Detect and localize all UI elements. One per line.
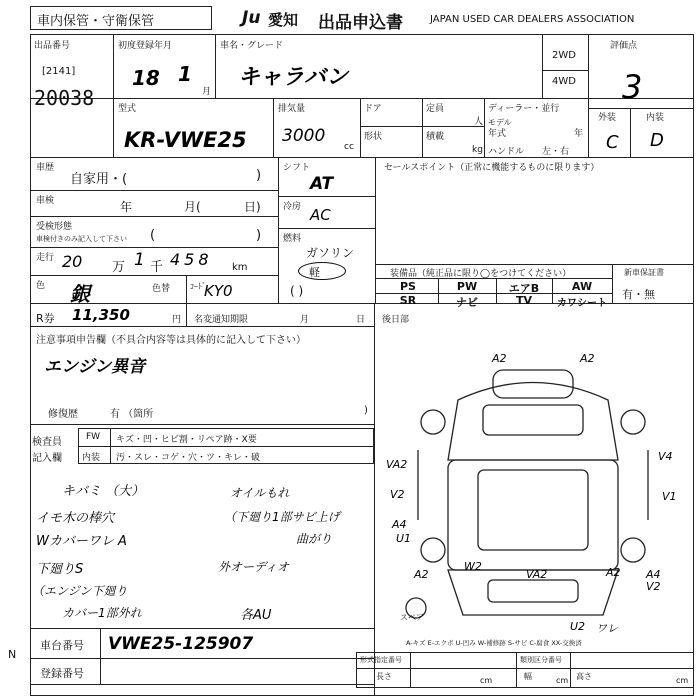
divider — [410, 652, 411, 688]
damage-mark: A4 — [646, 568, 661, 581]
lot-label: 出品番号 — [34, 41, 71, 51]
equip-pw: PW — [456, 280, 478, 293]
height-unit: cm — [676, 676, 689, 685]
notice-month: 月 — [300, 315, 310, 325]
chassis-value: VWE25-125907 — [108, 634, 254, 654]
damage-mark: A2 — [414, 568, 429, 581]
width-label: 幅 — [524, 672, 532, 681]
int-items: 汚・スレ・コゲ・穴・ツ・キレ・破 — [116, 453, 260, 463]
dealer-label: ディーラー・並行 — [488, 104, 560, 114]
interior-grade: D — [650, 130, 664, 151]
recycle-value: 11,350 — [72, 306, 130, 324]
divider — [588, 108, 694, 109]
doors-label: ドア — [364, 104, 382, 114]
divider — [30, 684, 374, 685]
inspector-note: （エンジン下廻り — [32, 584, 128, 598]
windshield — [483, 405, 583, 435]
fuel-circle — [298, 262, 346, 280]
divider — [630, 108, 631, 157]
shape-label: 形状 — [364, 132, 383, 142]
sales-point-label: セールスポイント（正常に機能するものに限ります） — [384, 163, 600, 173]
capacity-unit: 人 — [474, 117, 484, 127]
divider — [30, 275, 278, 276]
divider — [570, 652, 571, 688]
inspector-note: 各AU — [240, 608, 272, 623]
rear-label: 後日部 — [382, 315, 410, 325]
equip-sr: SR — [399, 294, 417, 307]
equip-tv: TV — [515, 294, 533, 307]
wheel-rr — [621, 538, 645, 562]
notes-value: エンジン異音 — [44, 357, 146, 377]
damage-mark: VA2 — [526, 568, 548, 581]
color-code-value: KY0 — [204, 282, 233, 300]
height-label: 高さ — [576, 672, 592, 681]
year-label: 年式 — [488, 129, 507, 139]
car-damage-diagram — [398, 350, 668, 640]
displacement-label: 排気量 — [278, 104, 306, 114]
exterior-label: 外装 — [598, 113, 617, 123]
model-name: キャラバン — [238, 65, 349, 90]
equip-navi: ナビ — [456, 296, 478, 309]
mileage-value3: 458 — [170, 250, 213, 269]
inspector-note: 曲がり — [296, 532, 333, 546]
equipment-label: 装備品（純正品に限り◯をつけてください） — [390, 269, 572, 279]
divider — [516, 652, 517, 688]
divider — [356, 668, 694, 669]
damage-mark: A2 — [492, 352, 507, 365]
fw-items: キズ・凹・ヒビ割・リペア跡・X要 — [116, 435, 257, 445]
divider — [30, 98, 694, 99]
color-code-label: ｺｰﾄﾞ — [190, 282, 206, 291]
lot-sub-number: [2141] — [42, 66, 76, 77]
damage-mark: V2 — [646, 580, 661, 593]
approval-label-1: 形式指定番号 — [360, 656, 402, 664]
received-close: ) — [256, 228, 262, 243]
ac-label: 冷房 — [283, 202, 302, 212]
inspection-label: 車検 — [36, 196, 55, 206]
damage-mark: V2 — [390, 488, 405, 501]
divider — [278, 157, 279, 303]
received-note: 車検付きのみ記入して下さい — [36, 235, 127, 243]
inspector-note: カバー1部外れ — [62, 606, 142, 620]
damage-mark: A2 — [606, 566, 621, 579]
notice-day: 日 — [356, 315, 366, 325]
reg-number-label: 登録番号 — [40, 667, 84, 680]
ac-value: AC — [310, 206, 331, 224]
inspector-label-1: 検査員 — [32, 437, 62, 448]
cabin — [448, 460, 618, 570]
width-unit: cm — [556, 676, 569, 685]
repair-value: 有 （箇所 — [110, 409, 154, 420]
load-unit: kg — [472, 145, 483, 155]
int-label: 内装 — [82, 453, 101, 463]
inspector-note: キバミ （大） — [62, 484, 145, 499]
exterior-grade: C — [606, 132, 619, 153]
divider — [30, 247, 278, 248]
registration-month: 1 — [178, 62, 192, 86]
fw-label: FW — [86, 432, 101, 442]
roof — [478, 470, 588, 550]
divider — [374, 303, 375, 696]
model-name-label: 車名・グレード — [220, 41, 284, 51]
wheel-rl — [421, 538, 445, 562]
history-label: 車歴 — [36, 163, 55, 173]
displacement-value: 3000 — [282, 126, 326, 146]
displacement-unit: cc — [344, 142, 354, 152]
inspector-note: （下廻り1部サビ上げ — [224, 510, 340, 524]
divider — [612, 264, 613, 303]
divider — [30, 326, 374, 327]
mileage-unit2: 千 — [150, 260, 164, 275]
ju-logo: Ju — [242, 8, 261, 28]
front-body — [448, 383, 618, 461]
divider — [100, 628, 101, 684]
capacity-label: 定員 — [426, 104, 445, 114]
divider — [375, 264, 694, 265]
divider — [186, 303, 187, 326]
drive-2wd: 2WD — [552, 50, 576, 61]
recycle-unit: 円 — [172, 315, 182, 325]
equip-airbag: エアB — [508, 282, 540, 295]
recycle-label: R券 — [36, 312, 55, 325]
form-title: 出品申込書 — [318, 13, 403, 33]
received-label: 受検形態 — [36, 222, 73, 232]
divider — [78, 446, 374, 447]
storage-notice: 車内保管・守衛保管 — [37, 14, 155, 29]
fuel-value2: 軽 — [309, 266, 320, 279]
registration-month-unit: 月 — [202, 87, 212, 97]
org-name: 愛知 — [268, 11, 299, 29]
association-name: JAPAN USED CAR DEALERS ASSOCIATION — [430, 14, 635, 25]
divider — [278, 228, 375, 229]
divider — [542, 34, 543, 98]
damage-mark: W2 — [464, 560, 482, 573]
registration-year: 18 — [132, 66, 160, 90]
fuel-paren: ( ) — [290, 284, 304, 298]
divider — [588, 34, 589, 157]
rear-window — [488, 580, 578, 602]
interior-label: 内装 — [646, 113, 665, 123]
lot-number: 20038 — [34, 86, 95, 110]
divider — [273, 98, 274, 157]
inspection-month: 月( — [184, 200, 201, 214]
year-unit: 年 — [574, 129, 584, 139]
length-unit: cm — [480, 676, 493, 685]
damage-mark: A4 — [392, 518, 407, 531]
handle-label: ハンドル — [488, 147, 525, 157]
inspector-note: 下廻りS — [36, 562, 84, 577]
shift-value: AT — [310, 174, 334, 194]
load-label: 積載 — [426, 132, 445, 142]
model-year-label: モデル — [488, 118, 512, 127]
shift-label: シフト — [283, 163, 311, 173]
inspector-note: イモ木の棒穴 — [36, 511, 115, 526]
divider — [375, 278, 612, 279]
divider — [113, 34, 114, 157]
notice-label: 名変通知期限 — [194, 315, 249, 325]
inspector-label-2: 記入欄 — [32, 453, 62, 464]
spare-label: スペア — [400, 613, 424, 622]
color-label: 色 — [36, 281, 46, 291]
inspector-note: 外オーディオ — [218, 560, 290, 574]
mileage-label: 走行 — [36, 253, 55, 263]
divider — [30, 157, 694, 158]
registration-label: 初度登録年月 — [118, 41, 173, 51]
handle-options: 左・右 — [542, 147, 570, 157]
repair-label: 修復歴 — [48, 409, 78, 420]
equip-ps: PS — [400, 280, 416, 293]
mileage-value2: 1 — [134, 250, 145, 270]
grade-value: 3 — [622, 68, 643, 106]
length-label: 長さ — [376, 672, 392, 681]
damage-legend: A-キズ E-エクボ U-凹み W-補修跡 S-サビ C-腐食 XX-交換済 — [406, 639, 582, 647]
storage-notice-box — [30, 6, 212, 30]
color-value: 銀 — [70, 282, 90, 306]
divider — [278, 196, 375, 197]
damage-mark: V1 — [662, 490, 677, 503]
damage-mark: ワレ — [596, 622, 618, 635]
divider — [422, 98, 423, 157]
inspector-note: Wカバーワレ A — [36, 534, 127, 549]
type-label: 型式 — [118, 104, 137, 114]
approval-label-2: 類別区分番号 — [520, 656, 562, 664]
divider — [30, 216, 278, 217]
damage-mark: U1 — [396, 532, 412, 545]
wheel-fr — [621, 410, 645, 434]
equip-aw: AW — [571, 280, 593, 293]
divider — [110, 428, 111, 464]
divider — [484, 98, 485, 157]
color-change-label: 色替 — [152, 284, 171, 294]
divider — [360, 126, 484, 127]
type-value: KR-VWE25 — [124, 128, 247, 152]
history-value: 自家用・( — [70, 172, 128, 187]
divider — [360, 98, 361, 157]
damage-mark: A2 — [580, 352, 595, 365]
fuel-value: ガソリン — [306, 246, 355, 260]
divider — [375, 157, 376, 303]
inspection-year: 年 — [120, 200, 133, 214]
wheel-fl — [421, 410, 445, 434]
drive-4wd: 4WD — [552, 76, 576, 87]
damage-mark: U2 — [570, 620, 586, 633]
mileage-value1: 20 — [62, 252, 83, 271]
mileage-unit1: 万 — [112, 260, 126, 275]
inspector-note: オイルもれ — [230, 486, 290, 500]
divider — [186, 275, 187, 303]
fuel-label: 燃料 — [283, 234, 302, 244]
received-open: ( — [150, 228, 156, 243]
divider — [542, 70, 588, 71]
divider — [30, 628, 374, 629]
mileage-unit3: km — [232, 262, 248, 273]
grade-label: 評価点 — [610, 41, 638, 51]
damage-mark: V4 — [658, 450, 673, 463]
notes-label: 注意事項申告欄（不具合内容等は具体的に記入して下さい） — [36, 335, 306, 346]
chassis-label: 車台番号 — [40, 639, 84, 652]
inspection-day: 日) — [244, 200, 261, 214]
corner-mark: N — [8, 648, 17, 661]
divider — [30, 190, 278, 191]
divider — [30, 424, 374, 425]
roof-front-panel — [493, 370, 573, 398]
history-close: ) — [256, 168, 262, 183]
damage-mark: VA2 — [386, 458, 408, 471]
equip-seat: カワシート — [557, 298, 607, 309]
warranty-label: 新車保証書 — [624, 268, 664, 277]
warranty-options: 有・無 — [622, 288, 655, 301]
divider — [215, 34, 216, 98]
repair-close: ) — [364, 405, 368, 416]
divider — [30, 658, 374, 659]
